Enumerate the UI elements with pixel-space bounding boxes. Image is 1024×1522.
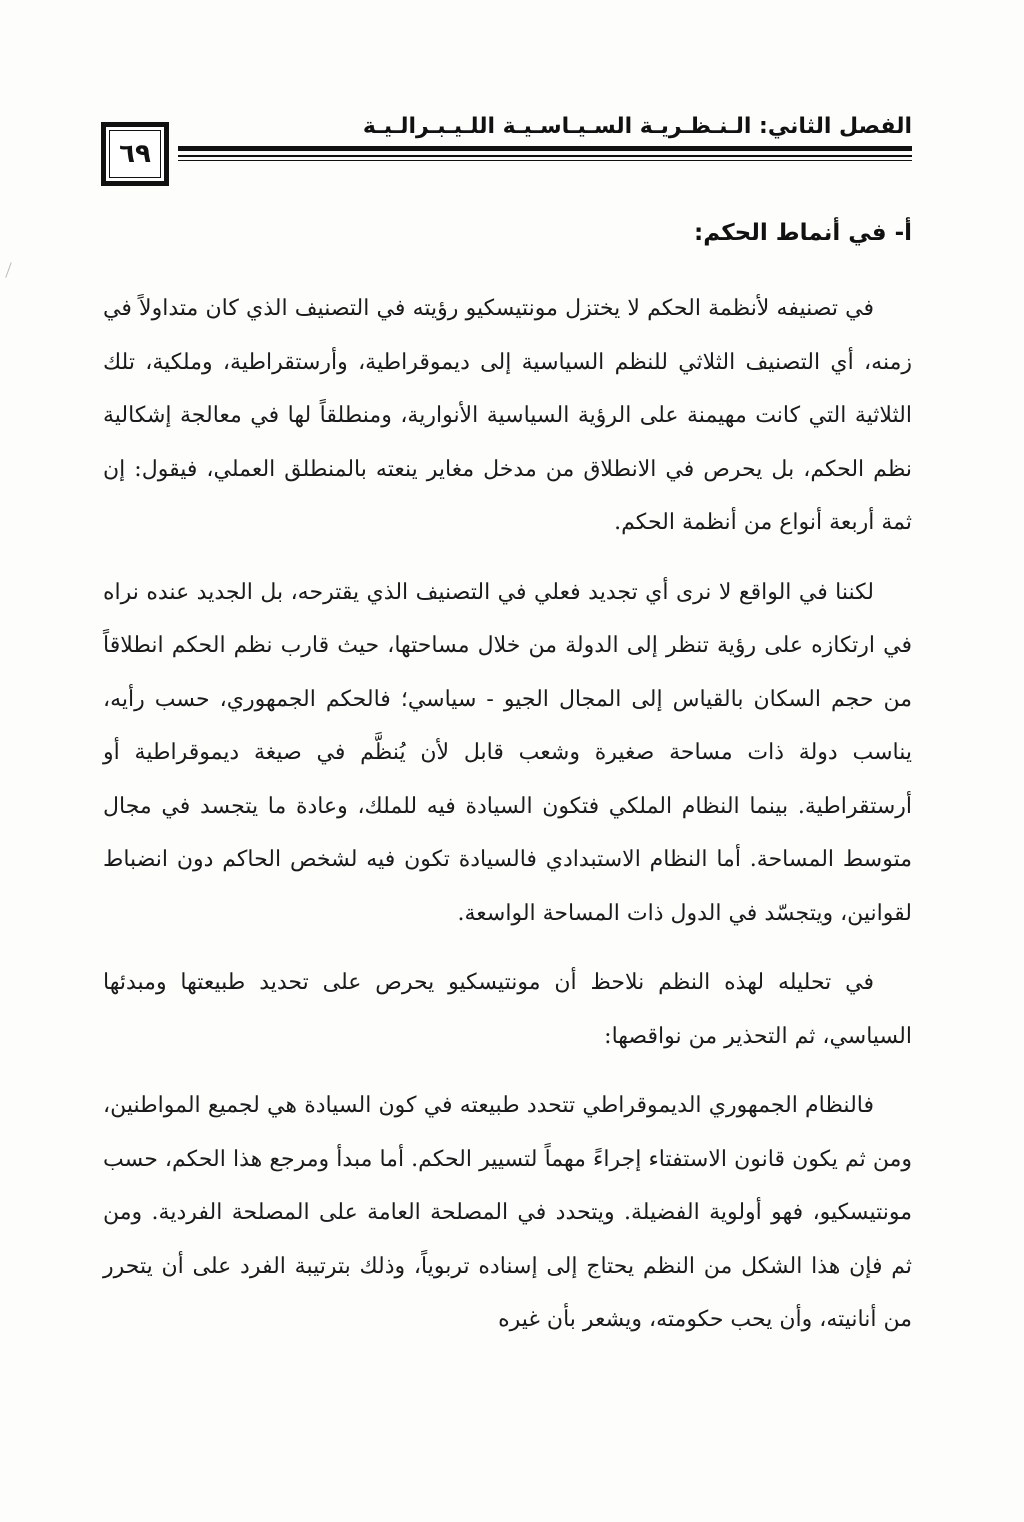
scan-edge-mark — [5, 262, 11, 277]
page-number: ٦٩ — [119, 139, 151, 169]
header-rule-thick — [178, 146, 912, 151]
header-rule-thin — [178, 155, 912, 157]
page-number-box — [101, 122, 169, 186]
paragraph-1: في تصنيفه لأنظمة الحكم لا يختزل مونتيسكيو رؤيته في التصنيف الذي كان متداولاً في زمنه، أي التصنيف الثلاثي للنظم السياسية إلى ديموقراطية، وأرستقراطية، وملكية، تلك الثلاثية التي كانت مهيمنة على الرؤية السياسية الأنوارية، ومنطلقاً لها في معالجة إشكالية نظم الحكم، بل يحرص في الانطلاق من مدخل مغاير ينعته بالمنطلق العملي، فيقول: إن ثمة أربعة أنواع من أنظمة الحكم. — [103, 296, 912, 535]
header-rule-hairline — [178, 160, 912, 161]
paragraph-4: فالنظام الجمهوري الديموقراطي تتحدد طبيعته في كون السيادة هي لجميع المواطنين، ومن ثم يكون قانون الاستفتاء إجراءً مهماً لتسيير الحكم. أما مبدأ ومرجع هذا الحكم، حسب مونتيسكيو، فهو أولوية الفضيلة. ويتحدد في المصلحة العامة على المصلحة الفردية. ومن ثم فإن هذا الشكل من النظم يحتاج إلى إسناده تربوياً، وذلك بترتيبة الفرد على أن يتحرر من أنانيته، وأن يحب حكومته، ويشعر بأن غيره — [103, 1093, 912, 1332]
paragraph-2: لكننا في الواقع لا نرى أي تجديد فعلي في التصنيف الذي يقترحه، بل الجديد عنده نراه في ارتكازه على رؤية تنظر إلى الدولة من خلال مساحتها، حيث قارب نظم الحكم انطلاقاً من حجم السكان بالقياس إلى المجال الجيو - سياسي؛ فالحكم الجمهوري، حسب رأيه، يناسب دولة ذات مساحة صغيرة وشعب قابل لأن يُنظَّم في صيغة ديموقراطية أو أرستقراطية. بينما النظام الملكي فتكون السيادة فيه للملك، وعادة ما يتجسد في مجال متوسط المساحة. أما النظام الاستبدادي فالسيادة تكون فيه لشخص الحاكم دون انضباط لقوانين، ويتجسّد في الدول ذات المساحة الواسعة. — [103, 579, 912, 926]
paragraph-3: في تحليله لهذه النظم نلاحظ أن مونتيسكيو يحرص على تحديد طبيعتها ومبدئها السياسي، ثم التحذير من نواقصها: — [103, 970, 912, 1049]
running-header-title: الفصل الثاني: الـنـظـريـة السـيـاسـيـة اللـيـبـرالـيـة — [362, 114, 912, 139]
section-heading: أ- في أنماط الحكم: — [694, 220, 912, 246]
body-text — [103, 282, 912, 1363]
